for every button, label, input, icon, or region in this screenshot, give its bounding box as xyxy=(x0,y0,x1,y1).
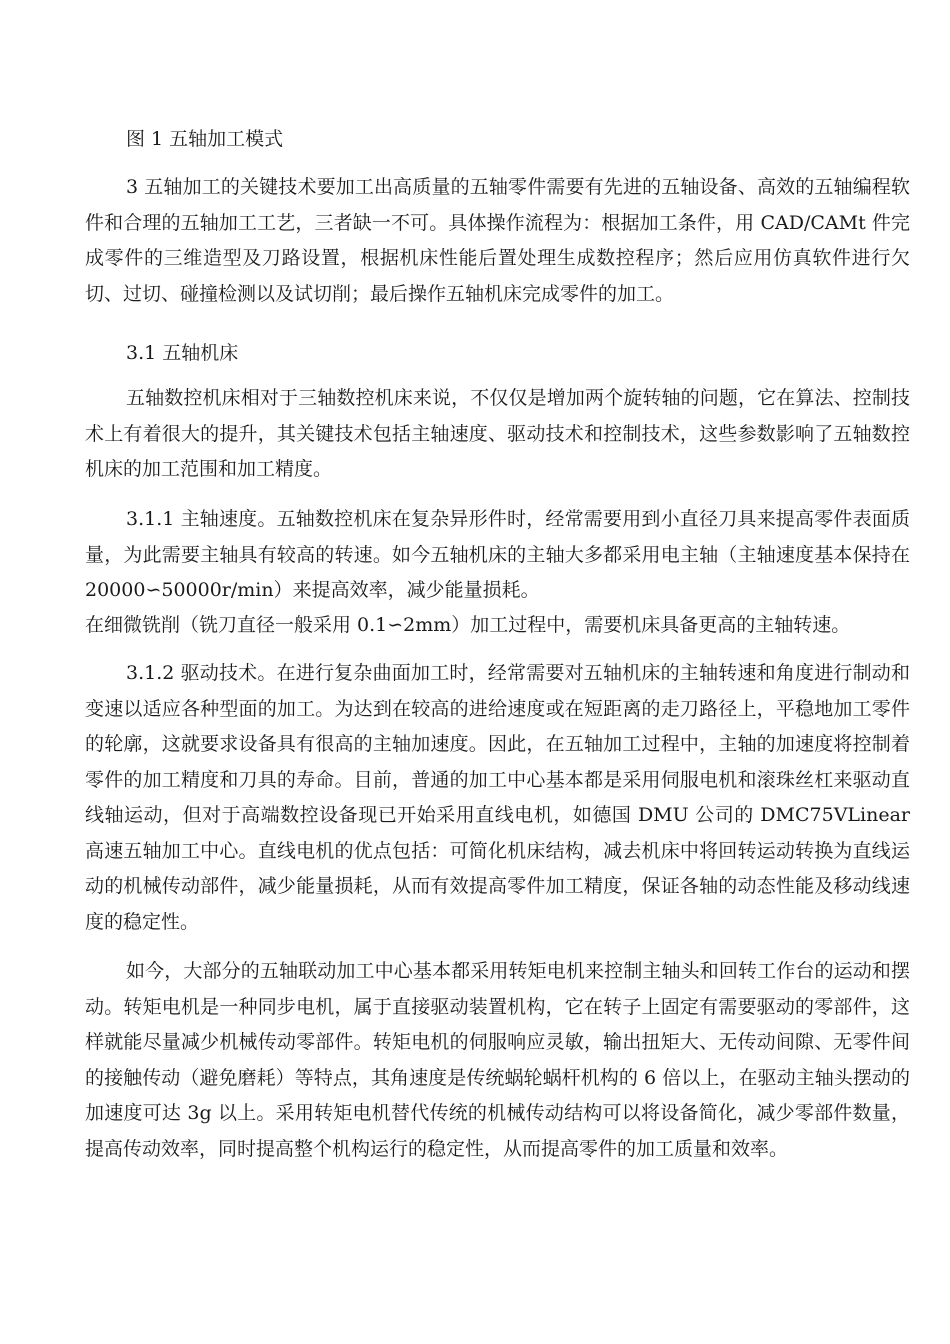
torque-motor-paragraph: 如今，大部分的五轴联动加工中心基本都采用转矩电机来控制主轴头和回转工作台的运动和摆动。转矩电机是一种同步电机，属于直接驱动装置机构，它在转子上固定有需要驱动的零部件，这样就能尽量减少机械传动零部件。转矩电机的伺服响应灵敏，输出扭矩大、无传动间隙、无零件间的接触传动（避免磨耗）等特点，其角速度是传统蜗轮蜗杆机构的 6 倍以上，在驱动主轴头摆动的加速度可达 3g 以上。采用转矩电机替代传统的机械传动结构可以将设备简化，减少零部件数量，提高传动效率，同时提高整个机构运行的稳定性，从而提高零件的加工质量和效率。 xyxy=(85,960,910,1160)
section-3-1-heading: 3.1 五轴机床 xyxy=(126,342,239,364)
section-3-paragraph: 3 五轴加工的关键技术要加工出高质量的五轴零件需要有先进的五轴设备、高效的五轴编程软件和合理的五轴加工工艺，三者缺一不可。具体操作流程为：根据加工条件，用 CAD/CAMt 件完成零件的三维造型及刀路设置，根据机床性能后置处理生成数控程序；然后应用仿真软件进行欠切、过切、碰撞检测以及试切削；最后操作五轴机床完成零件的加工。 xyxy=(85,176,910,305)
section-3-1-1-paragraph: 3.1.1 主轴速度。五轴数控机床在复杂异形件时，经常需要用到小直径刀具来提高零件表面质量，为此需要主轴具有较高的转速。如今五轴机床的主轴大多都采用电主轴（主轴速度基本保持在 20000∽50000r/min）来提高效率，减少能量损耗。 xyxy=(85,508,910,601)
section-3-1-2-paragraph: 3.1.2 驱动技术。在进行复杂曲面加工时，经常需要对五轴机床的主轴转速和角度进行制动和变速以适应各种型面的加工。为达到在较高的进给速度或在短距离的走刀路径上，平稳地加工零件的轮廓，这就要求设备具有很高的主轴加速度。因此，在五轴加工过程中，主轴的加速度将控制着零件的加工精度和刀具的寿命。目前，普通的加工中心基本都是采用伺服电机和滚珠丝杠来驱动直线轴运动，但对于高端数控设备现已开始采用直线电机，如德国 DMU 公司的 DMC75VLinear 高速五轴加工中心。直线电机的优点包括：可简化机床结构，减去机床中将回转运动转换为直线运动的机械传动部件，减少能量损耗，从而有效提高零件加工精度，保证各轴的动态性能及移动线速度的稳定性。 xyxy=(85,662,910,933)
figure-caption: 图 1 五轴加工模式 xyxy=(126,128,284,150)
micro-milling-line: 在细微铣削（铣刀直径一般采用 0.1∽2mm）加工过程中，需要机床具备更高的主轴转速。 xyxy=(85,614,851,636)
section-3-1-paragraph: 五轴数控机床相对于三轴数控机床来说，不仅仅是增加两个旋转轴的问题，它在算法、控制技术上有着很大的提升，其关键技术包括主轴速度、驱动技术和控制技术，这些参数影响了五轴数控机床的加工范围和加工精度。 xyxy=(85,387,910,480)
